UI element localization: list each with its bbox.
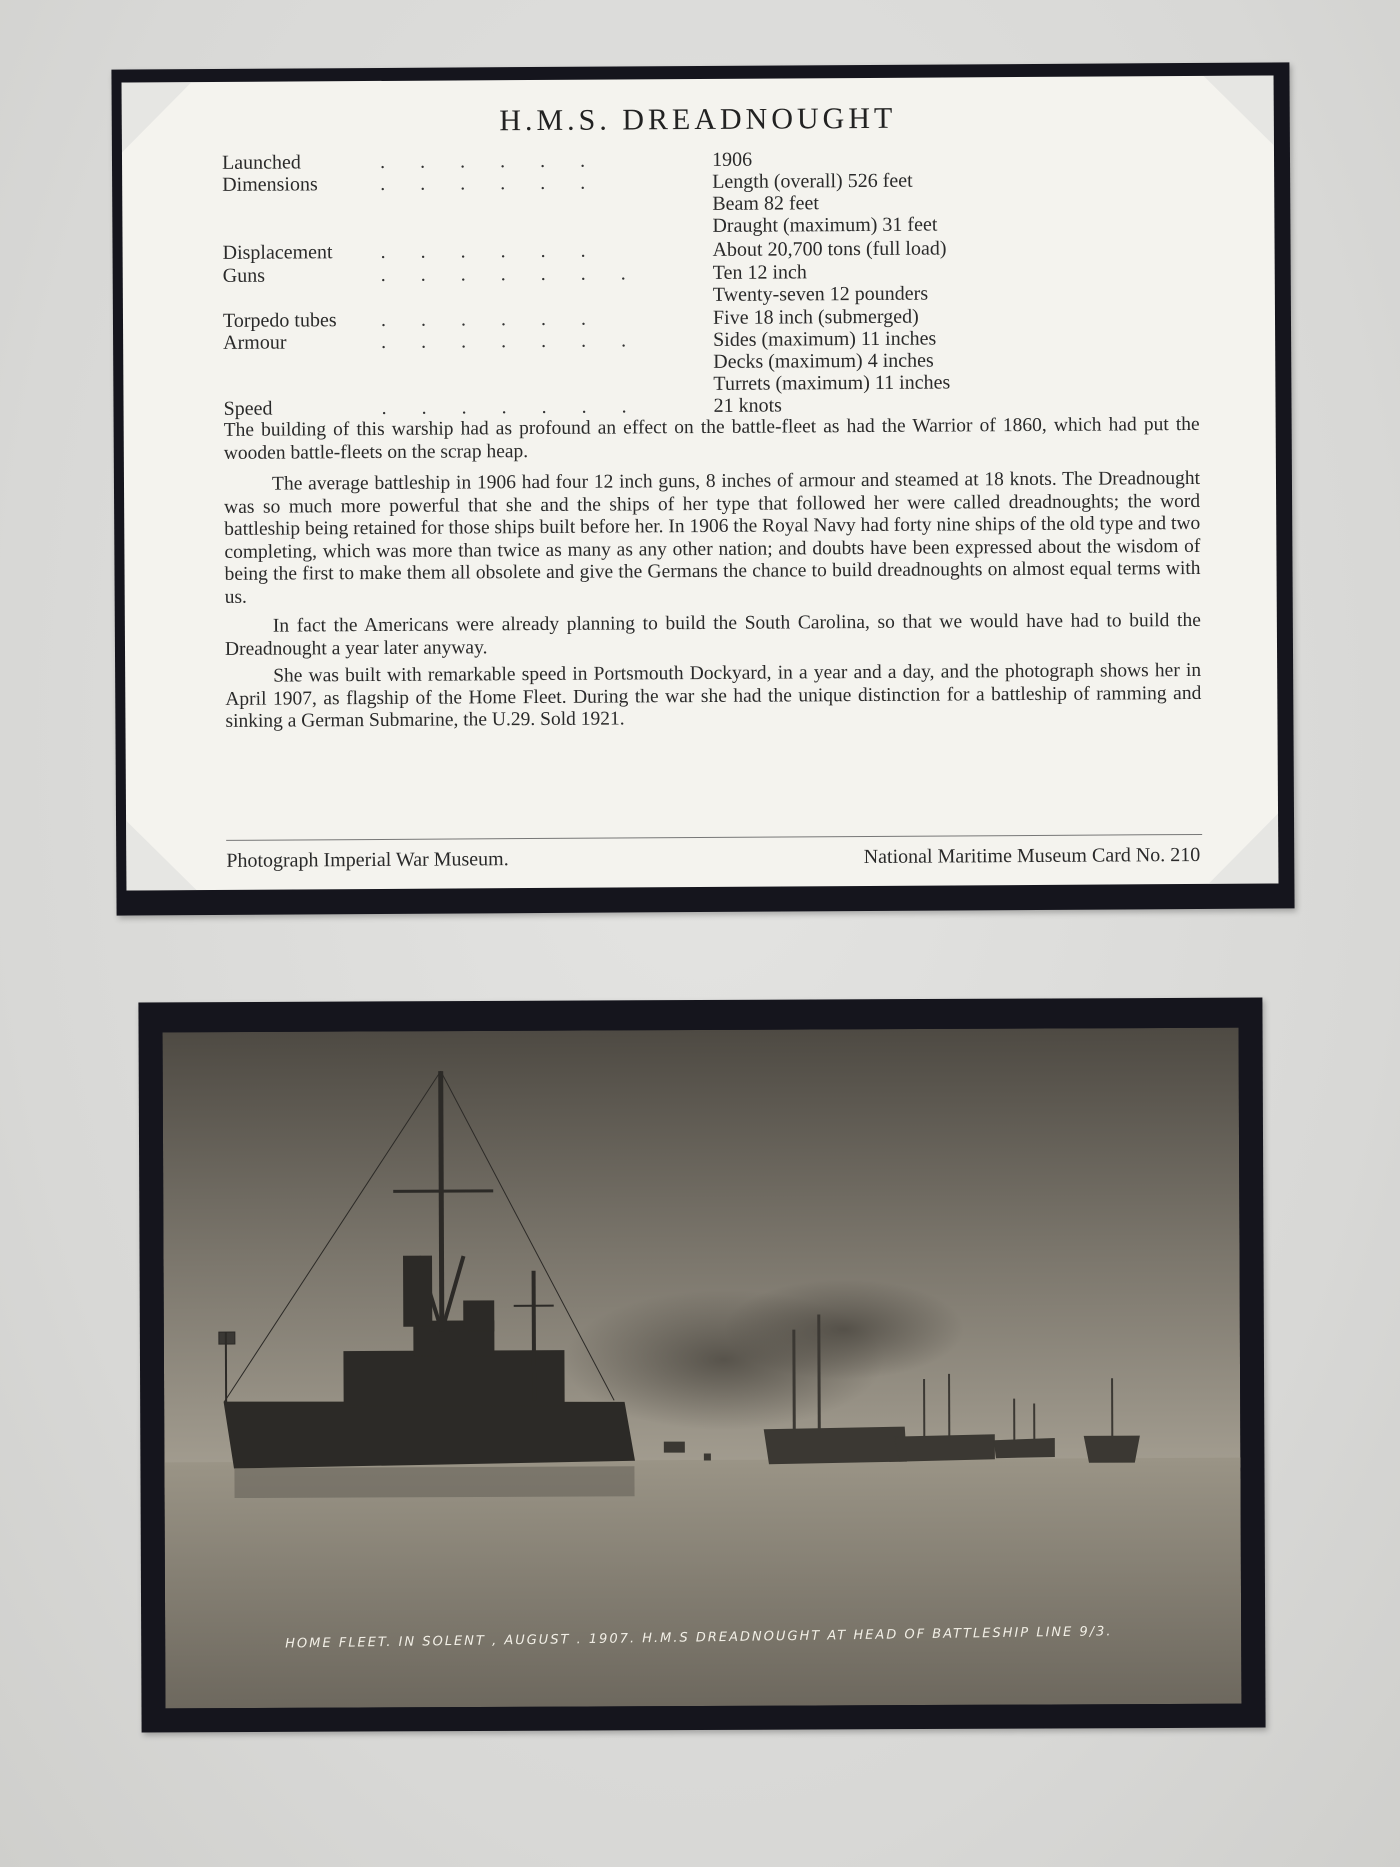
spec-label: Guns bbox=[222, 264, 266, 287]
spec-row-speed bbox=[223, 392, 1123, 420]
spec-label: Speed bbox=[223, 397, 273, 420]
ship-reflection bbox=[234, 1466, 634, 1498]
spec-label: Displacement bbox=[222, 241, 333, 264]
spec-dots: . . . . . . bbox=[380, 307, 587, 331]
footer-divider bbox=[226, 834, 1202, 841]
photo-caption: HOME FLEET. IN SOLENT , AUGUST . 1907. H.M.S DREADNOUGHT AT HEAD OF BATTLESHIP LINE 9/3. bbox=[285, 1624, 1113, 1652]
paragraph-2: The average battleship in 1906 had four 12 inch guns, 8 inches of armour and steamed at 18 knots. The Dreadnought was so much more powerful that she and the ships of her type that followed her were called dreadnoughts; the word battleship being retained for those ships built before her. In 1906 the Royal Navy had forty nine ships of the old type and two completing, which was more than twice as many as any other nation; and doubts have been expressed about the wisdom of being the first to make them all obsolete and give the Germans the chance to build dreadnoughts on almost equal terms with us. bbox=[224, 467, 1201, 608]
spec-label: Torpedo tubes bbox=[222, 309, 337, 332]
photo-corner-br bbox=[1208, 813, 1278, 883]
spec-value: Sides (maximum) 11 inches Decks (maximum) 4 inches Turrets (maximum) 11 inches bbox=[713, 327, 951, 395]
spec-row-launched bbox=[221, 146, 1122, 174]
paragraph-3: In fact the Americans were already planning to build the South Carolina, so that we would have had to build the Dreadnought a year later anyway. bbox=[224, 609, 1201, 660]
info-card bbox=[122, 75, 1279, 890]
spec-value: 21 knots bbox=[713, 394, 782, 417]
spec-value: 1906 bbox=[711, 148, 753, 171]
spec-dots: . . . . . . . bbox=[381, 395, 627, 419]
spec-dots: . . . . . . . bbox=[380, 262, 626, 286]
spec-label: Launched bbox=[221, 151, 301, 174]
card-number: National Maritime Museum Card No. 210 bbox=[863, 843, 1201, 869]
photo-corner-bl bbox=[126, 820, 196, 890]
spec-dots: . . . . . . . bbox=[381, 329, 627, 353]
spec-value: Ten 12 inch Twenty-seven 12 pounders bbox=[712, 261, 929, 306]
photo-scene bbox=[163, 1028, 1242, 1709]
spec-row-torpedo-tubes bbox=[222, 304, 1123, 332]
spec-value: Length (overall) 526 feet Beam 82 feet Draught (maximum) 31 feet bbox=[712, 169, 938, 237]
spec-dots: . . . . . . bbox=[380, 239, 586, 263]
spec-dots: . . . . . . bbox=[379, 149, 586, 173]
card-title: H.M.S. DREADNOUGHT bbox=[499, 101, 897, 138]
paragraph-1: The building of this warship had as profound an effect on the battle-fleet as had the Warrior of 1860, which had put the wooden battle-fleets on the scrap heap. bbox=[223, 413, 1200, 464]
spec-value: About 20,700 tons (full load) bbox=[712, 237, 947, 261]
spec-dots: . . . . . . bbox=[380, 171, 586, 195]
battleship-photograph bbox=[163, 1028, 1242, 1709]
spec-label: Armour bbox=[223, 331, 287, 354]
spec-value: Five 18 inch (submerged) bbox=[712, 305, 919, 329]
spec-label: Dimensions bbox=[222, 173, 318, 196]
paragraph-4: She was built with remarkable speed in Portsmouth Dockyard, in a year and a day, and the photograph shows her in April 1907, as flagship of the Home Fleet. During the war she had the unique distinction for a battleship of ramming and sinking a German Submarine, the U.29. Sold 1921. bbox=[225, 659, 1202, 732]
photo-credit: Photograph Imperial War Museum. bbox=[226, 848, 509, 872]
spec-row-displacement bbox=[222, 236, 1123, 264]
